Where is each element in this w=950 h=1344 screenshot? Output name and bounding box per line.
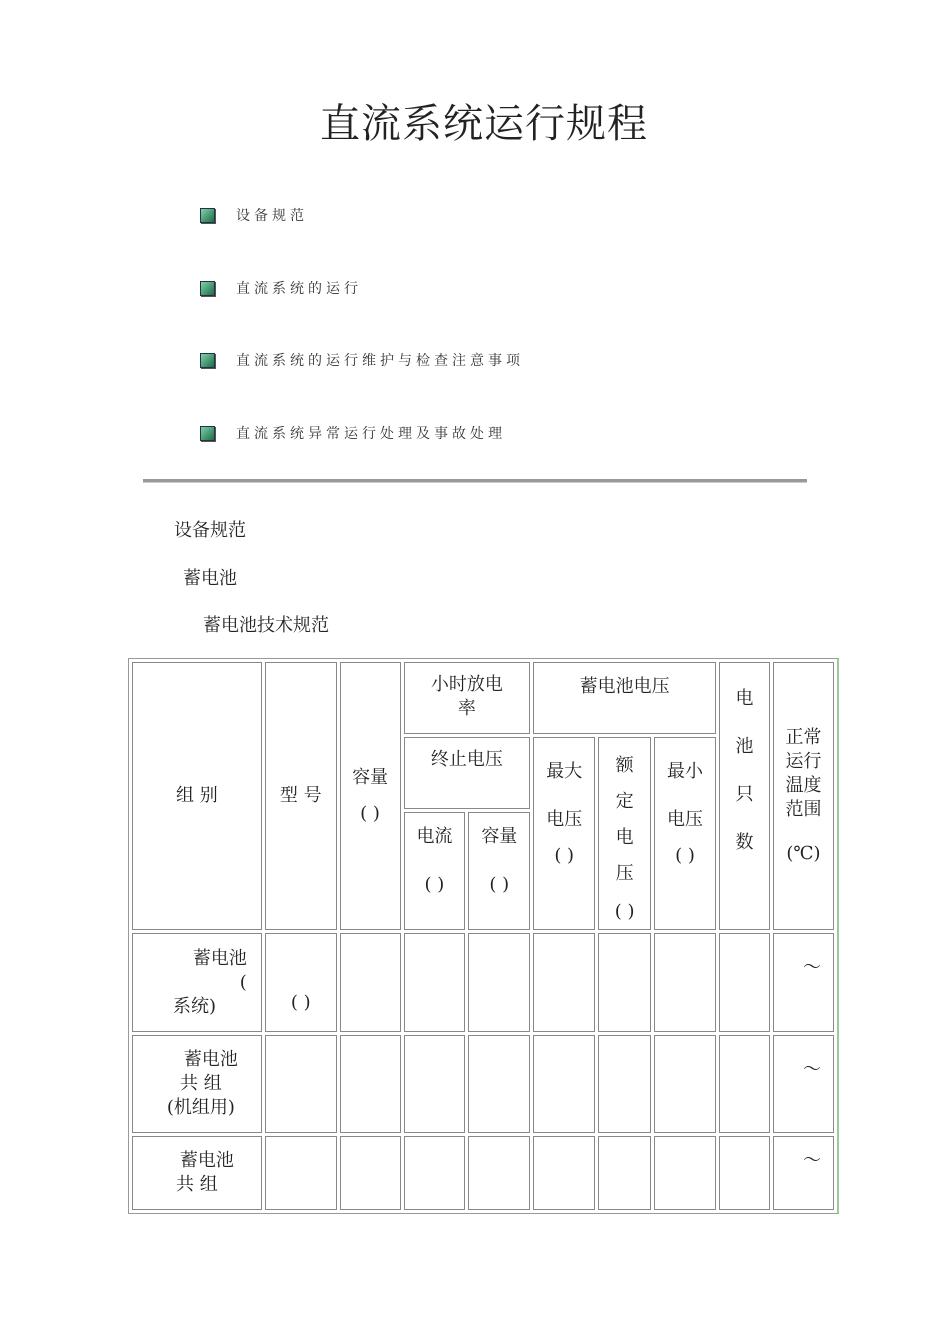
row-temp-cell: ～: [773, 1035, 834, 1133]
toc-item-label[interactable]: 设备规范: [236, 208, 308, 224]
header-min-voltage: 最小电压 ( ): [654, 737, 716, 930]
data-cell: [340, 933, 401, 1031]
toc-item-label[interactable]: 直流系统的运行维护与检查注意事项: [236, 353, 524, 369]
data-cell: [404, 1035, 466, 1133]
bullet-square-icon: [200, 208, 215, 223]
table-caption: 蓄电池技术规范: [203, 615, 329, 636]
header-capacity: 容量 ( ): [340, 662, 401, 930]
data-cell: [719, 1035, 770, 1133]
data-cell: [719, 933, 770, 1031]
data-cell: [340, 1035, 401, 1133]
row-group-cell: 蓄电池 共 组 (机组用): [132, 1035, 262, 1133]
toc-item-label[interactable]: 直流系统异常运行处理及事故处理: [236, 426, 506, 442]
data-cell: [654, 933, 716, 1031]
horizontal-rule: [143, 479, 807, 483]
bullet-square-icon: [200, 281, 215, 296]
data-cell: [533, 1035, 595, 1133]
row-temp-cell: ～: [773, 933, 834, 1031]
toc-item[interactable]: [200, 205, 308, 225]
toc-item[interactable]: [200, 350, 524, 370]
data-cell: [340, 1136, 401, 1210]
data-cell: [598, 1035, 651, 1133]
header-end-voltage: 终止电压: [404, 737, 531, 809]
data-cell: [468, 933, 530, 1031]
header-rated-voltage: 额定电压 ( ): [598, 737, 651, 930]
subsection-heading: 蓄电池: [183, 568, 237, 589]
header-current: 电流 ( ): [404, 812, 466, 930]
header-temperature: 正常运行温度范围 (℃): [773, 662, 834, 930]
header-battery-count: 电池只数: [719, 662, 770, 930]
row-model-cell: [265, 1136, 337, 1210]
header-battery-voltage: 蓄电池电压: [533, 662, 716, 734]
data-cell: [598, 933, 651, 1031]
header-group: 组 别: [132, 662, 262, 930]
page-title: 直流系统运行规程: [320, 101, 648, 147]
data-cell: [468, 1035, 530, 1133]
row-model-cell: [265, 1035, 337, 1133]
data-cell: [719, 1136, 770, 1210]
header-rate-capacity: 容量 ( ): [468, 812, 530, 930]
toc-item[interactable]: [200, 278, 362, 298]
row-model-cell: ( ): [265, 933, 337, 1031]
toc-item-label[interactable]: 直流系统的运行: [236, 281, 362, 297]
header-max-voltage: 最大电压 ( ): [533, 737, 595, 930]
section-heading: 设备规范: [174, 520, 246, 541]
toc-item[interactable]: [200, 423, 506, 443]
header-model: 型 号: [265, 662, 337, 930]
bullet-square-icon: [200, 353, 215, 368]
bullet-square-icon: [200, 426, 215, 441]
data-cell: [468, 1136, 530, 1210]
data-cell: [404, 1136, 466, 1210]
battery-spec-table: [128, 658, 839, 1214]
row-temp-cell: ～: [773, 1136, 834, 1210]
data-cell: [533, 1136, 595, 1210]
header-discharge-rate: 小时放电率: [404, 662, 531, 734]
row-group-cell: 蓄电池 ( 系统): [132, 933, 262, 1031]
data-cell: [654, 1035, 716, 1133]
data-cell: [404, 933, 466, 1031]
data-cell: [654, 1136, 716, 1210]
data-cell: [533, 933, 595, 1031]
row-group-cell: 蓄电池 共 组: [132, 1136, 262, 1210]
data-cell: [598, 1136, 651, 1210]
